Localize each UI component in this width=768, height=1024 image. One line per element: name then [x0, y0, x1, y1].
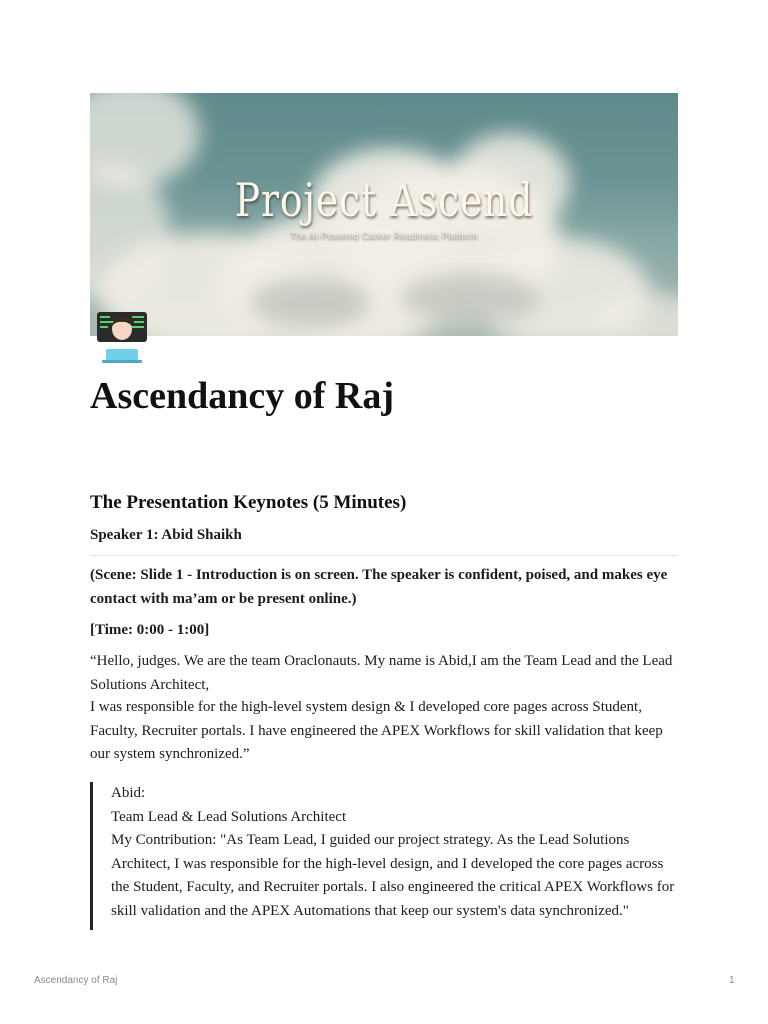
time-marker: [Time: 0:00 - 1:00] — [90, 622, 210, 638]
page-title: Ascendancy of Raj — [90, 375, 394, 417]
banner-subtitle: The AI-Powered Career Readiness Platform — [290, 231, 478, 241]
footer-doc-title: Ascendancy of Raj — [34, 975, 118, 986]
cover-image — [90, 93, 678, 336]
section-heading: The Presentation Keynotes (5 Minutes) — [90, 492, 407, 513]
speech-paragraph-1: “Hello, judges. We are the team Oraclonauts. My name is Abid,I am the Team Lead and the Lead Solutions Architect, — [90, 653, 673, 693]
scene-description: (Scene: Slide 1 - Introduction is on screen. The speaker is confident, poised, and makes eye contact with ma’am or be present online.) — [90, 567, 668, 607]
quote-contribution: My Contribution: "As Team Lead, I guided our project strategy. As the Lead Solutions Architect, I was responsible for the high-level design, and I developed the core pages across the Student, Faculty, and Recruiter portals. I also engineered the critical APEX Workflows for skill validation and the APEX Automations that keep our system's data synchronized." — [111, 832, 675, 919]
divider — [90, 555, 678, 556]
speaker-label: Speaker 1: Abid Shaikh — [90, 527, 242, 543]
footer-page-number: 1 — [729, 975, 735, 986]
quote-body — [111, 782, 681, 923]
speech-paragraph-2: I was responsible for the high-level system design & I developed core pages across Student, Faculty, Recruiter portals. I have engineered the APEX Workflows for skill validation that keep our system synchronized.” — [90, 699, 663, 762]
quote-role: Team Lead & Lead Solutions Architect — [111, 808, 347, 825]
technologist-emoji-icon — [94, 309, 150, 365]
quote-name: Abid: — [111, 785, 146, 801]
contribution-quote — [90, 782, 681, 930]
banner-title: Project Ascend — [234, 173, 534, 227]
